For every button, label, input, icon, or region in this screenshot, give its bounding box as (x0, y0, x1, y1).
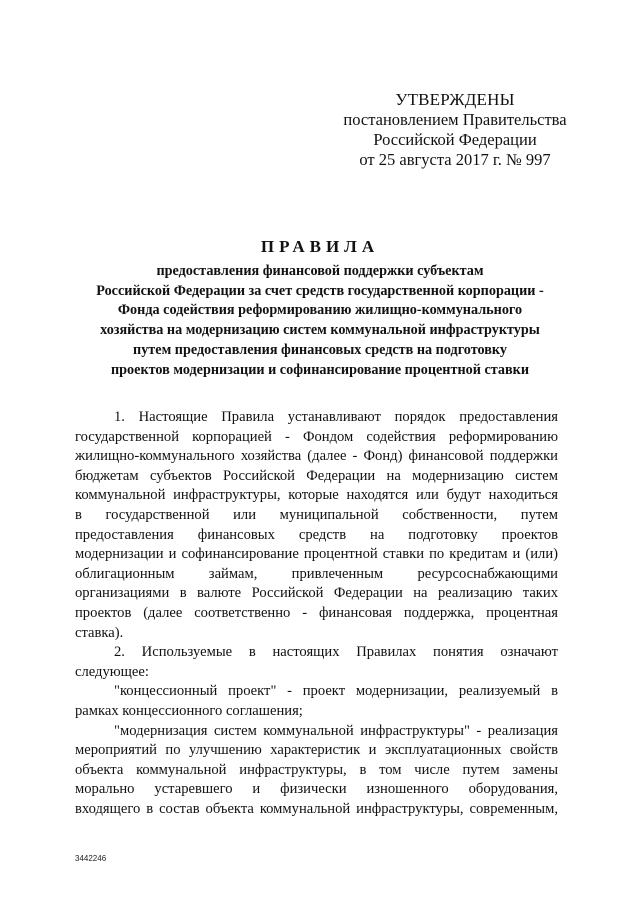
subtitle-line: путем предоставления финансовых средств на подготовку (133, 341, 507, 358)
body-line: "концессионный проект" - проект модернизации, реализуемый в (114, 683, 558, 700)
body-line: входящего в состав объекта коммунальной инфраструктуры, современным, (75, 800, 558, 817)
body-line: модернизации и софинансирование процентной ставки по кредитам и (или) (75, 546, 558, 563)
document-body (75, 408, 558, 819)
body-line: предоставления финансовых средств на подготовку проектов (75, 526, 558, 543)
body-line: ставка). (75, 624, 124, 641)
subtitle-line: хозяйства на модернизацию систем коммунальной инфраструктуры (100, 322, 540, 339)
body-line: государственной корпорацией - Фондом содействия реформированию (75, 428, 558, 445)
approval-block (320, 90, 590, 170)
body-line: мероприятий по улучшению характеристик и эксплуатационных свойств (75, 742, 558, 759)
subtitle-line: Фонда содействия реформированию жилищно-коммунального (117, 302, 523, 319)
subtitle-line: предоставления финансовой поддержки субъектам (156, 263, 484, 279)
body-line: морально устаревшего и физически изношенного оборудования, (75, 781, 558, 798)
body-line: следующее: (75, 663, 149, 680)
body-line: жилищно-коммунального хозяйства (далее - Фонд) финансовой поддержки (75, 448, 558, 465)
body-line: объекта коммунальной инфраструктуры, в том числе путем замены (75, 761, 558, 778)
subtitle-line: Российской Федерации за счет средств государственной корпорации - (96, 282, 544, 299)
rules-subtitle (60, 262, 580, 380)
body-line: бюджетам субъектов Российской Федерации на модернизацию систем (75, 467, 558, 484)
subtitle-line: проектов модернизации и софинансирование процентной ставки (110, 361, 529, 378)
body-line: 2. Используемые в настоящих Правилах понятия означают (114, 644, 558, 661)
document-number: 3442246 (75, 854, 107, 863)
body-line: проектов (далее соответственно - финансовая поддержка, процентная (75, 604, 558, 621)
body-line: 1. Настоящие Правила устанавливают порядок предоставления (114, 409, 558, 425)
body-line: рамках концессионного соглашения; (75, 702, 303, 719)
rules-title: ПРАВИЛА (260, 237, 380, 256)
body-line: "модернизация систем коммунальной инфраструктуры" - реализация (114, 722, 558, 739)
body-line: коммунальной инфраструктуры, которые находятся или будут находиться (75, 487, 558, 504)
approval-line-3: от 25 августа 2017 г. № 997 (359, 150, 551, 169)
approval-line-1: постановлением Правительства (343, 110, 567, 129)
body-line: организациями в валюте Российской Федерации на реализацию таких (75, 585, 558, 602)
body-line: в государственной или муниципальной собственности, путем (75, 506, 558, 523)
body-line: облигационным займам, привлеченным ресурсоснабжающими (75, 565, 558, 582)
approval-line-2: Российской Федерации (373, 130, 537, 149)
approval-title: УТВЕРЖДЕНЫ (395, 90, 515, 109)
